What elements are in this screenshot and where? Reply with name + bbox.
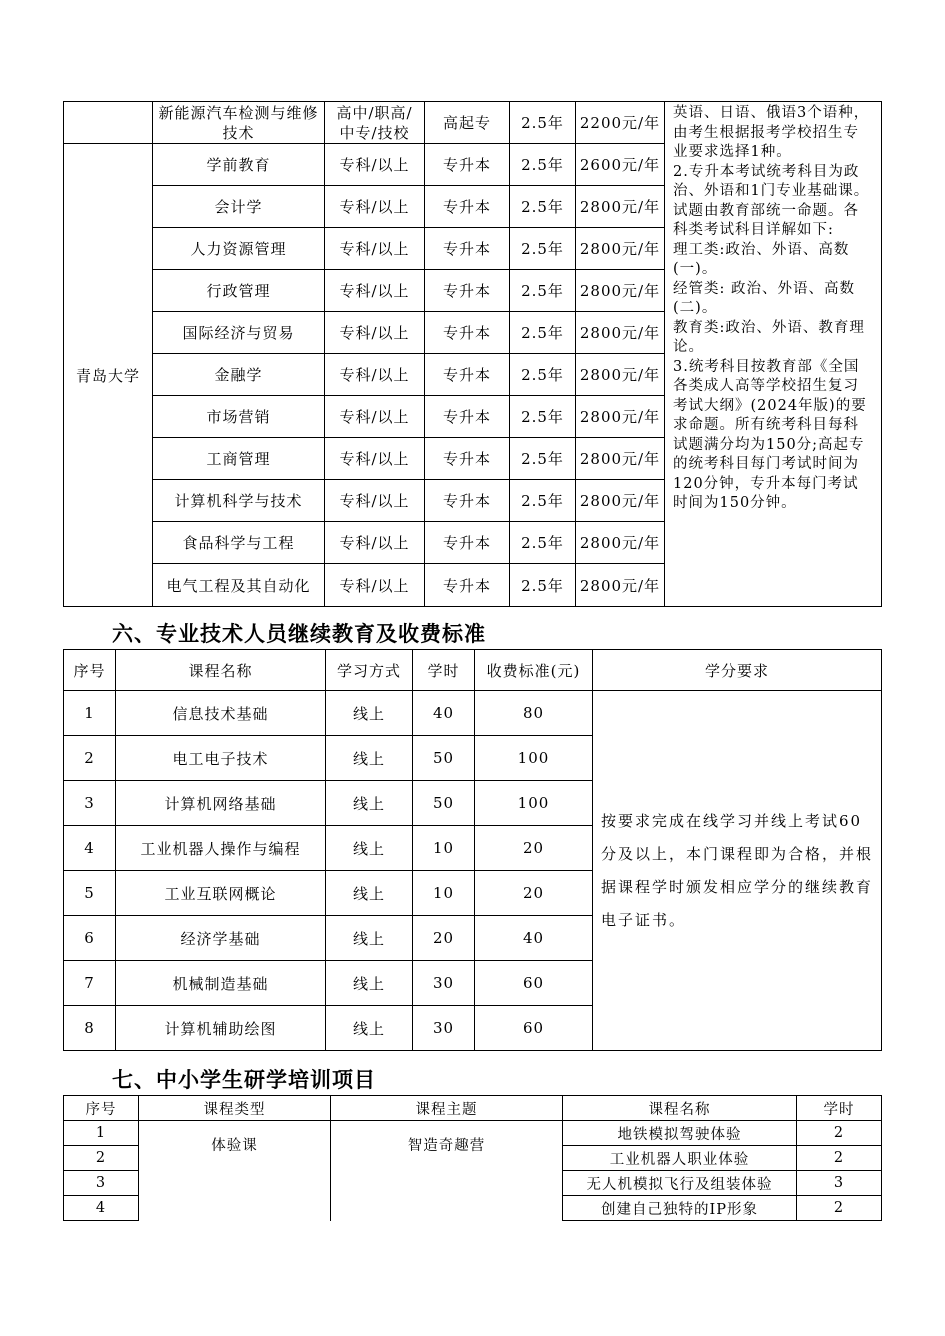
table-header-row <box>64 1096 882 1121</box>
no-cell: 6 <box>64 916 116 961</box>
level-cell: 专升本 <box>425 144 510 186</box>
no-cell: 4 <box>64 826 116 871</box>
no-cell: 2 <box>64 1146 139 1171</box>
header-name: 课程名称 <box>563 1096 797 1121</box>
no-cell: 2 <box>64 736 116 781</box>
header-fee: 收费标准(元) <box>475 650 593 691</box>
fee-cell: 80 <box>475 691 593 736</box>
hours-cell: 2 <box>797 1121 882 1146</box>
fee-cell: 2800元/年 <box>576 438 665 480</box>
note-line: 经管类: 政治、外语、高数(二)。 <box>673 280 855 316</box>
course-cell: 机械制造基础 <box>116 961 326 1006</box>
requirement-cell: 专科/以上 <box>325 270 425 312</box>
note-line: 2.专升本考试统考科目为政治、外语和1门专业基础课。试题由教育部统一命题。各科类考试科目详解如下: <box>673 163 870 238</box>
duration-cell: 2.5年 <box>510 438 576 480</box>
requirement-cell: 专科/以上 <box>325 480 425 522</box>
duration-cell: 2.5年 <box>510 186 576 228</box>
course-cell: 计算机辅助绘图 <box>116 1006 326 1051</box>
level-cell: 专升本 <box>425 228 510 270</box>
requirement-cell: 高中/职高/中专/技校 <box>325 102 425 144</box>
duration-cell: 2.5年 <box>510 522 576 564</box>
header-hours: 学时 <box>797 1096 882 1121</box>
major-cell: 人力资源管理 <box>153 228 325 270</box>
fee-cell: 2800元/年 <box>576 522 665 564</box>
duration-cell: 2.5年 <box>510 102 576 144</box>
major-cell: 金融学 <box>153 354 325 396</box>
major-cell: 学前教育 <box>153 144 325 186</box>
level-cell: 专升本 <box>425 354 510 396</box>
no-cell: 3 <box>64 1171 139 1196</box>
requirement-cell: 专科/以上 <box>325 564 425 607</box>
fee-cell: 40 <box>475 916 593 961</box>
hours-cell: 2 <box>797 1146 882 1171</box>
course-name-cell: 创建自己独特的IP形象 <box>563 1196 797 1221</box>
school-cell: 青岛大学 <box>64 144 153 607</box>
requirement-cell: 专科/以上 <box>325 396 425 438</box>
section-7-heading: 七、中小学生研学培训项目 <box>112 1068 376 1092</box>
hours-cell: 30 <box>413 961 475 1006</box>
hours-cell: 2 <box>797 1196 882 1221</box>
table-header-row <box>64 650 882 691</box>
level-cell: 专升本 <box>425 396 510 438</box>
requirement-cell: 专科/以上 <box>325 144 425 186</box>
course-theme-cell: 智造奇趣营 <box>331 1121 563 1221</box>
level-cell: 专升本 <box>425 438 510 480</box>
header-credit: 学分要求 <box>593 650 882 691</box>
major-cell: 计算机科学与技术 <box>153 480 325 522</box>
duration-cell: 2.5年 <box>510 312 576 354</box>
duration-cell: 2.5年 <box>510 144 576 186</box>
hours-cell: 50 <box>413 736 475 781</box>
requirement-cell: 专科/以上 <box>325 438 425 480</box>
fee-cell: 20 <box>475 871 593 916</box>
continuing-education-table <box>63 649 882 1051</box>
course-cell: 信息技术基础 <box>116 691 326 736</box>
hours-cell: 50 <box>413 781 475 826</box>
table-row <box>64 691 882 736</box>
requirement-cell: 专科/以上 <box>325 186 425 228</box>
major-cell: 食品科学与工程 <box>153 522 325 564</box>
level-cell: 专升本 <box>425 186 510 228</box>
mode-cell: 线上 <box>326 871 413 916</box>
major-cell: 工商管理 <box>153 438 325 480</box>
mode-cell: 线上 <box>326 736 413 781</box>
course-cell: 工业机器人操作与编程 <box>116 826 326 871</box>
fee-cell: 2800元/年 <box>576 480 665 522</box>
no-cell: 7 <box>64 961 116 1006</box>
mode-cell: 线上 <box>326 691 413 736</box>
fee-cell: 2800元/年 <box>576 312 665 354</box>
hours-cell: 30 <box>413 1006 475 1051</box>
fee-cell: 2800元/年 <box>576 228 665 270</box>
exam-notes <box>665 102 882 607</box>
level-cell: 专升本 <box>425 270 510 312</box>
major-cell: 会计学 <box>153 186 325 228</box>
table-row <box>64 102 882 144</box>
no-cell: 5 <box>64 871 116 916</box>
credit-requirement: 按要求完成在线学习并线上考试60分及以上，本门课程即为合格，并根据课程学时颁发相应学分的继续教育电子证书。 <box>593 691 882 1051</box>
course-cell: 经济学基础 <box>116 916 326 961</box>
course-cell: 工业互联网概论 <box>116 871 326 916</box>
mode-cell: 线上 <box>326 781 413 826</box>
requirement-cell: 专科/以上 <box>325 522 425 564</box>
no-cell: 3 <box>64 781 116 826</box>
note-line: 教育类:政治、外语、教育理论。 <box>673 319 865 355</box>
major-cell: 新能源汽车检测与维修技术 <box>153 102 325 144</box>
fee-cell: 2600元/年 <box>576 144 665 186</box>
fee-cell: 2800元/年 <box>576 270 665 312</box>
level-cell: 专升本 <box>425 564 510 607</box>
level-cell: 专升本 <box>425 312 510 354</box>
fee-cell: 2800元/年 <box>576 354 665 396</box>
requirement-cell: 专科/以上 <box>325 228 425 270</box>
header-mode: 学习方式 <box>326 650 413 691</box>
hours-cell: 20 <box>413 916 475 961</box>
duration-cell: 2.5年 <box>510 228 576 270</box>
duration-cell: 2.5年 <box>510 270 576 312</box>
duration-cell: 2.5年 <box>510 396 576 438</box>
fee-cell: 2800元/年 <box>576 396 665 438</box>
hours-cell: 10 <box>413 871 475 916</box>
major-cell: 国际经济与贸易 <box>153 312 325 354</box>
level-cell: 高起专 <box>425 102 510 144</box>
no-cell: 1 <box>64 1121 139 1146</box>
fee-cell: 2200元/年 <box>576 102 665 144</box>
course-name-cell: 工业机器人职业体验 <box>563 1146 797 1171</box>
header-theme: 课程主题 <box>331 1096 563 1121</box>
header-course: 课程名称 <box>116 650 326 691</box>
fee-cell: 60 <box>475 1006 593 1051</box>
mode-cell: 线上 <box>326 1006 413 1051</box>
table-row <box>64 1121 882 1146</box>
mode-cell: 线上 <box>326 826 413 871</box>
section-6-heading: 六、专业技术人员继续教育及收费标准 <box>112 622 486 646</box>
fee-cell: 2800元/年 <box>576 564 665 607</box>
level-cell: 专升本 <box>425 522 510 564</box>
course-name-cell: 无人机模拟飞行及组装体验 <box>563 1171 797 1196</box>
duration-cell: 2.5年 <box>510 354 576 396</box>
course-cell: 电工电子技术 <box>116 736 326 781</box>
course-type-cell: 体验课 <box>139 1121 331 1221</box>
major-cell: 行政管理 <box>153 270 325 312</box>
no-cell: 1 <box>64 691 116 736</box>
note-line: 3.统考科目按教育部《全国各类成人高等学校招生复习考试大纲》(2024年版)的要求命题。所有统考科目每科试题满分均为150分;高起专的统考科目每门考试时间为120分钟，专升本每门考试时间为150分钟。 <box>673 358 867 511</box>
hours-cell: 40 <box>413 691 475 736</box>
requirement-cell: 专科/以上 <box>325 354 425 396</box>
duration-cell: 2.5年 <box>510 564 576 607</box>
header-type: 课程类型 <box>139 1096 331 1121</box>
course-name-cell: 地铁模拟驾驶体验 <box>563 1121 797 1146</box>
mode-cell: 线上 <box>326 916 413 961</box>
no-cell: 8 <box>64 1006 116 1051</box>
study-tour-table <box>63 1095 882 1221</box>
fee-cell: 2800元/年 <box>576 186 665 228</box>
major-cell: 电气工程及其自动化 <box>153 564 325 607</box>
fee-cell: 100 <box>475 781 593 826</box>
header-hours: 学时 <box>413 650 475 691</box>
no-cell: 4 <box>64 1196 139 1221</box>
fee-cell: 20 <box>475 826 593 871</box>
level-cell: 专升本 <box>425 480 510 522</box>
fee-cell: 60 <box>475 961 593 1006</box>
fee-cell: 100 <box>475 736 593 781</box>
major-cell: 市场营销 <box>153 396 325 438</box>
note-line: 英语、日语、俄语3个语种，由考生根据报考学校招生专业要求选择1种。 <box>673 105 870 160</box>
requirement-cell: 专科/以上 <box>325 312 425 354</box>
hours-cell: 10 <box>413 826 475 871</box>
school-cell-empty <box>64 102 153 144</box>
hours-cell: 3 <box>797 1171 882 1196</box>
duration-cell: 2.5年 <box>510 480 576 522</box>
degree-program-table <box>63 101 882 607</box>
mode-cell: 线上 <box>326 961 413 1006</box>
header-no: 序号 <box>64 650 116 691</box>
header-no: 序号 <box>64 1096 139 1121</box>
note-line: 理工类:政治、外语、高数(一)。 <box>673 241 850 277</box>
course-cell: 计算机网络基础 <box>116 781 326 826</box>
